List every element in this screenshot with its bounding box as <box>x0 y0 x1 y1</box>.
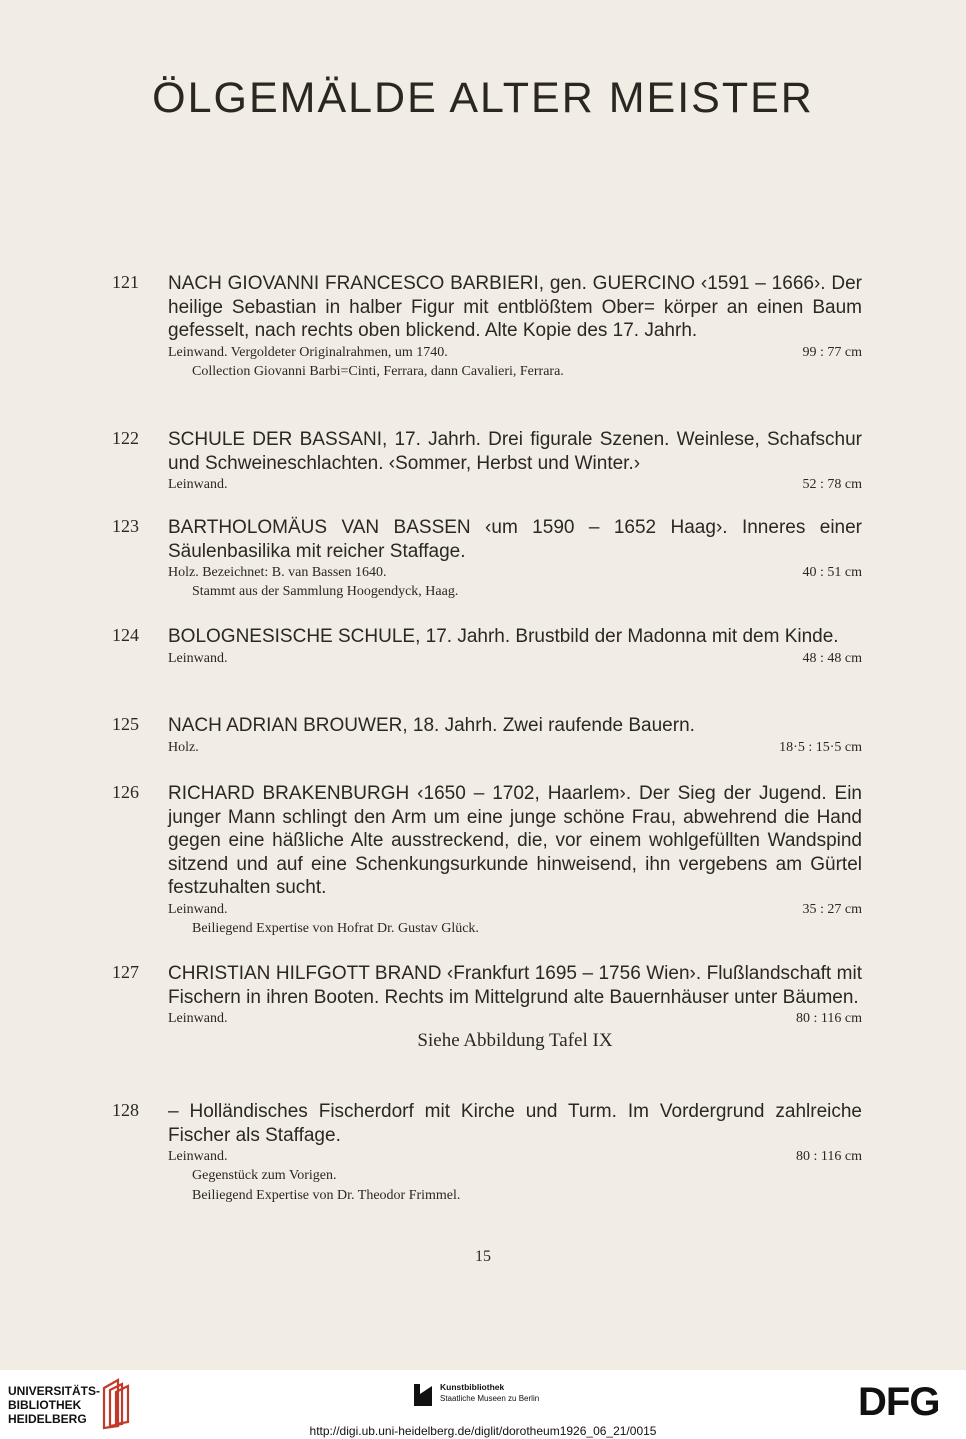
entry-material-line <box>168 476 862 494</box>
page-title: ÖLGEMÄLDE ALTER MEISTER <box>152 74 814 122</box>
catalog-entry-126 <box>112 782 862 939</box>
plate-reference: Siehe Abbildung Tafel IX <box>417 1030 613 1051</box>
permalink-url[interactable]: http://digi.ub.uni-heidelberg.de/diglit/dorotheum1926_06_21/0015 <box>309 1424 657 1438</box>
entry-material-line <box>168 739 862 757</box>
entry-size: 40 : 51 cm <box>802 565 862 580</box>
entry-number: 122 <box>112 428 139 448</box>
ub-heidelberg-logo-icon <box>100 1378 136 1430</box>
entry-size: 99 : 77 cm <box>802 344 862 360</box>
entry-note: Stammt aus der Sammlung Hoogendyck, Haag. <box>192 584 459 599</box>
kb-line2: Staatliche Museen zu Berlin <box>440 1394 540 1403</box>
entry-number: 128 <box>112 1100 139 1120</box>
entry-note: Beiliegend Expertise von Dr. Theodor Frimmel. <box>192 1188 461 1203</box>
dfg-logo: DFG <box>858 1380 940 1424</box>
catalog-entry-123 <box>112 516 862 602</box>
entry-description: NACH ADRIAN BROUWER, 18. Jahrh. Zwei raufende Bauern. <box>168 715 695 736</box>
entry-size: 48 : 48 cm <box>802 650 862 666</box>
entry-description: RICHARD BRAKENBURGH ‹1650 – 1702, Haarlem›. Der Sieg der Jugend. Ein junger Mann schlingt den Arm um eine junge schöne Frau, abwehrend die Hand gegen eine häßliche Alte ausstreckend, die, vor einem wohlgefüllten Wandspind sitzend und auf eine Schenkungsurkunde hinweisend, ihn vergebens am Gürtel festzuhalten sucht. <box>168 783 862 898</box>
entry-material-line <box>168 1010 862 1028</box>
entry-number: 121 <box>112 272 139 292</box>
kunstbibliothek-logo-text <box>440 1382 539 1404</box>
entry-description: BARTHOLOMÄUS VAN BASSEN ‹um 1590 – 1652 Haag›. Inneres einer Säulenbasilika mit reicher Staffage. <box>168 517 862 562</box>
ub-line: UNIVERSITÄTS- <box>8 1384 101 1398</box>
page-number: 15 <box>475 1248 491 1265</box>
entry-note: Gegenstück zum Vorigen. <box>192 1168 337 1183</box>
entry-material-line <box>168 564 862 582</box>
entry-material-line <box>168 1148 862 1166</box>
entry-size: 52 : 78 cm <box>802 477 862 492</box>
catalog-entry-121 <box>112 272 862 382</box>
entry-number: 127 <box>112 962 139 982</box>
entry-material-line <box>168 344 862 362</box>
entry-material: Leinwand. <box>168 650 228 666</box>
entry-material: Leinwand. Vergoldeter Originalrahmen, um 1740. <box>168 344 448 360</box>
catalog-entry-128 <box>112 1100 862 1206</box>
entry-material: Leinwand. <box>168 1149 228 1164</box>
entry-material: Holz. <box>168 739 199 755</box>
ub-line: BIBLIOTHEK <box>8 1398 82 1412</box>
entry-material: Leinwand. <box>168 1011 228 1026</box>
entry-description: SCHULE DER BASSANI, 17. Jahrh. Drei figurale Szenen. Weinlese, Schafschur und Schweineschlachten. ‹Sommer, Herbst und Winter.› <box>168 429 862 474</box>
entry-size: 80 : 116 cm <box>796 1011 862 1026</box>
entry-description: BOLOGNESISCHE SCHULE, 17. Jahrh. Brustbild der Madonna mit dem Kinde. <box>168 626 839 647</box>
entry-size: 80 : 116 cm <box>796 1149 862 1164</box>
entry-note: Beiliegend Expertise von Hofrat Dr. Gustav Glück. <box>192 920 479 936</box>
catalog-entry-125 <box>112 714 862 757</box>
kunstbibliothek-logo-icon <box>412 1380 434 1410</box>
entry-description: CHRISTIAN HILFGOTT BRAND ‹Frankfurt 1695 – 1756 Wien›. Flußlandschaft mit Fischern in ihren Booten. Rechts im Mittelgrund alte Bauernhäuser unter Bäumen. <box>168 963 862 1008</box>
entry-material-line <box>168 901 862 919</box>
entry-material: Holz. Bezeichnet: B. van Bassen 1640. <box>168 565 387 580</box>
catalog-entry-124 <box>112 625 862 668</box>
digitization-footer <box>0 1370 966 1439</box>
entry-description: – Holländisches Fischerdorf mit Kirche und Turm. Im Vordergrund zahlreiche Fischer als Staffage. <box>168 1101 862 1146</box>
entry-material-line <box>168 650 862 668</box>
entry-number: 125 <box>112 714 139 734</box>
catalog-entry-127 <box>112 962 862 1052</box>
entry-number: 124 <box>112 625 139 645</box>
catalog-entry-122 <box>112 428 862 494</box>
entry-size: 35 : 27 cm <box>802 901 862 917</box>
entry-note: Collection Giovanni Barbi=Cinti, Ferrara, dann Cavalieri, Ferrara. <box>192 363 564 379</box>
entry-size: 18·5 : 15·5 cm <box>779 739 862 755</box>
entry-description: NACH GIOVANNI FRANCESCO BARBIERI, gen. GUERCINO ‹1591 – 1666›. Der heilige Sebastian in halber Figur mit entblößtem Ober= körper an einen Baum gefesselt, nach rechts oben blickend. Alte Kopie des 17. Jahrh. <box>168 273 862 341</box>
ub-heidelberg-logo-text <box>8 1384 100 1426</box>
entry-material: Leinwand. <box>168 901 228 917</box>
ub-line: HEIDELBERG <box>8 1412 87 1426</box>
entry-number: 126 <box>112 782 139 802</box>
entry-material: Leinwand. <box>168 477 228 492</box>
entry-number: 123 <box>112 516 139 536</box>
kb-line1: Kunstbibliothek <box>440 1382 505 1392</box>
